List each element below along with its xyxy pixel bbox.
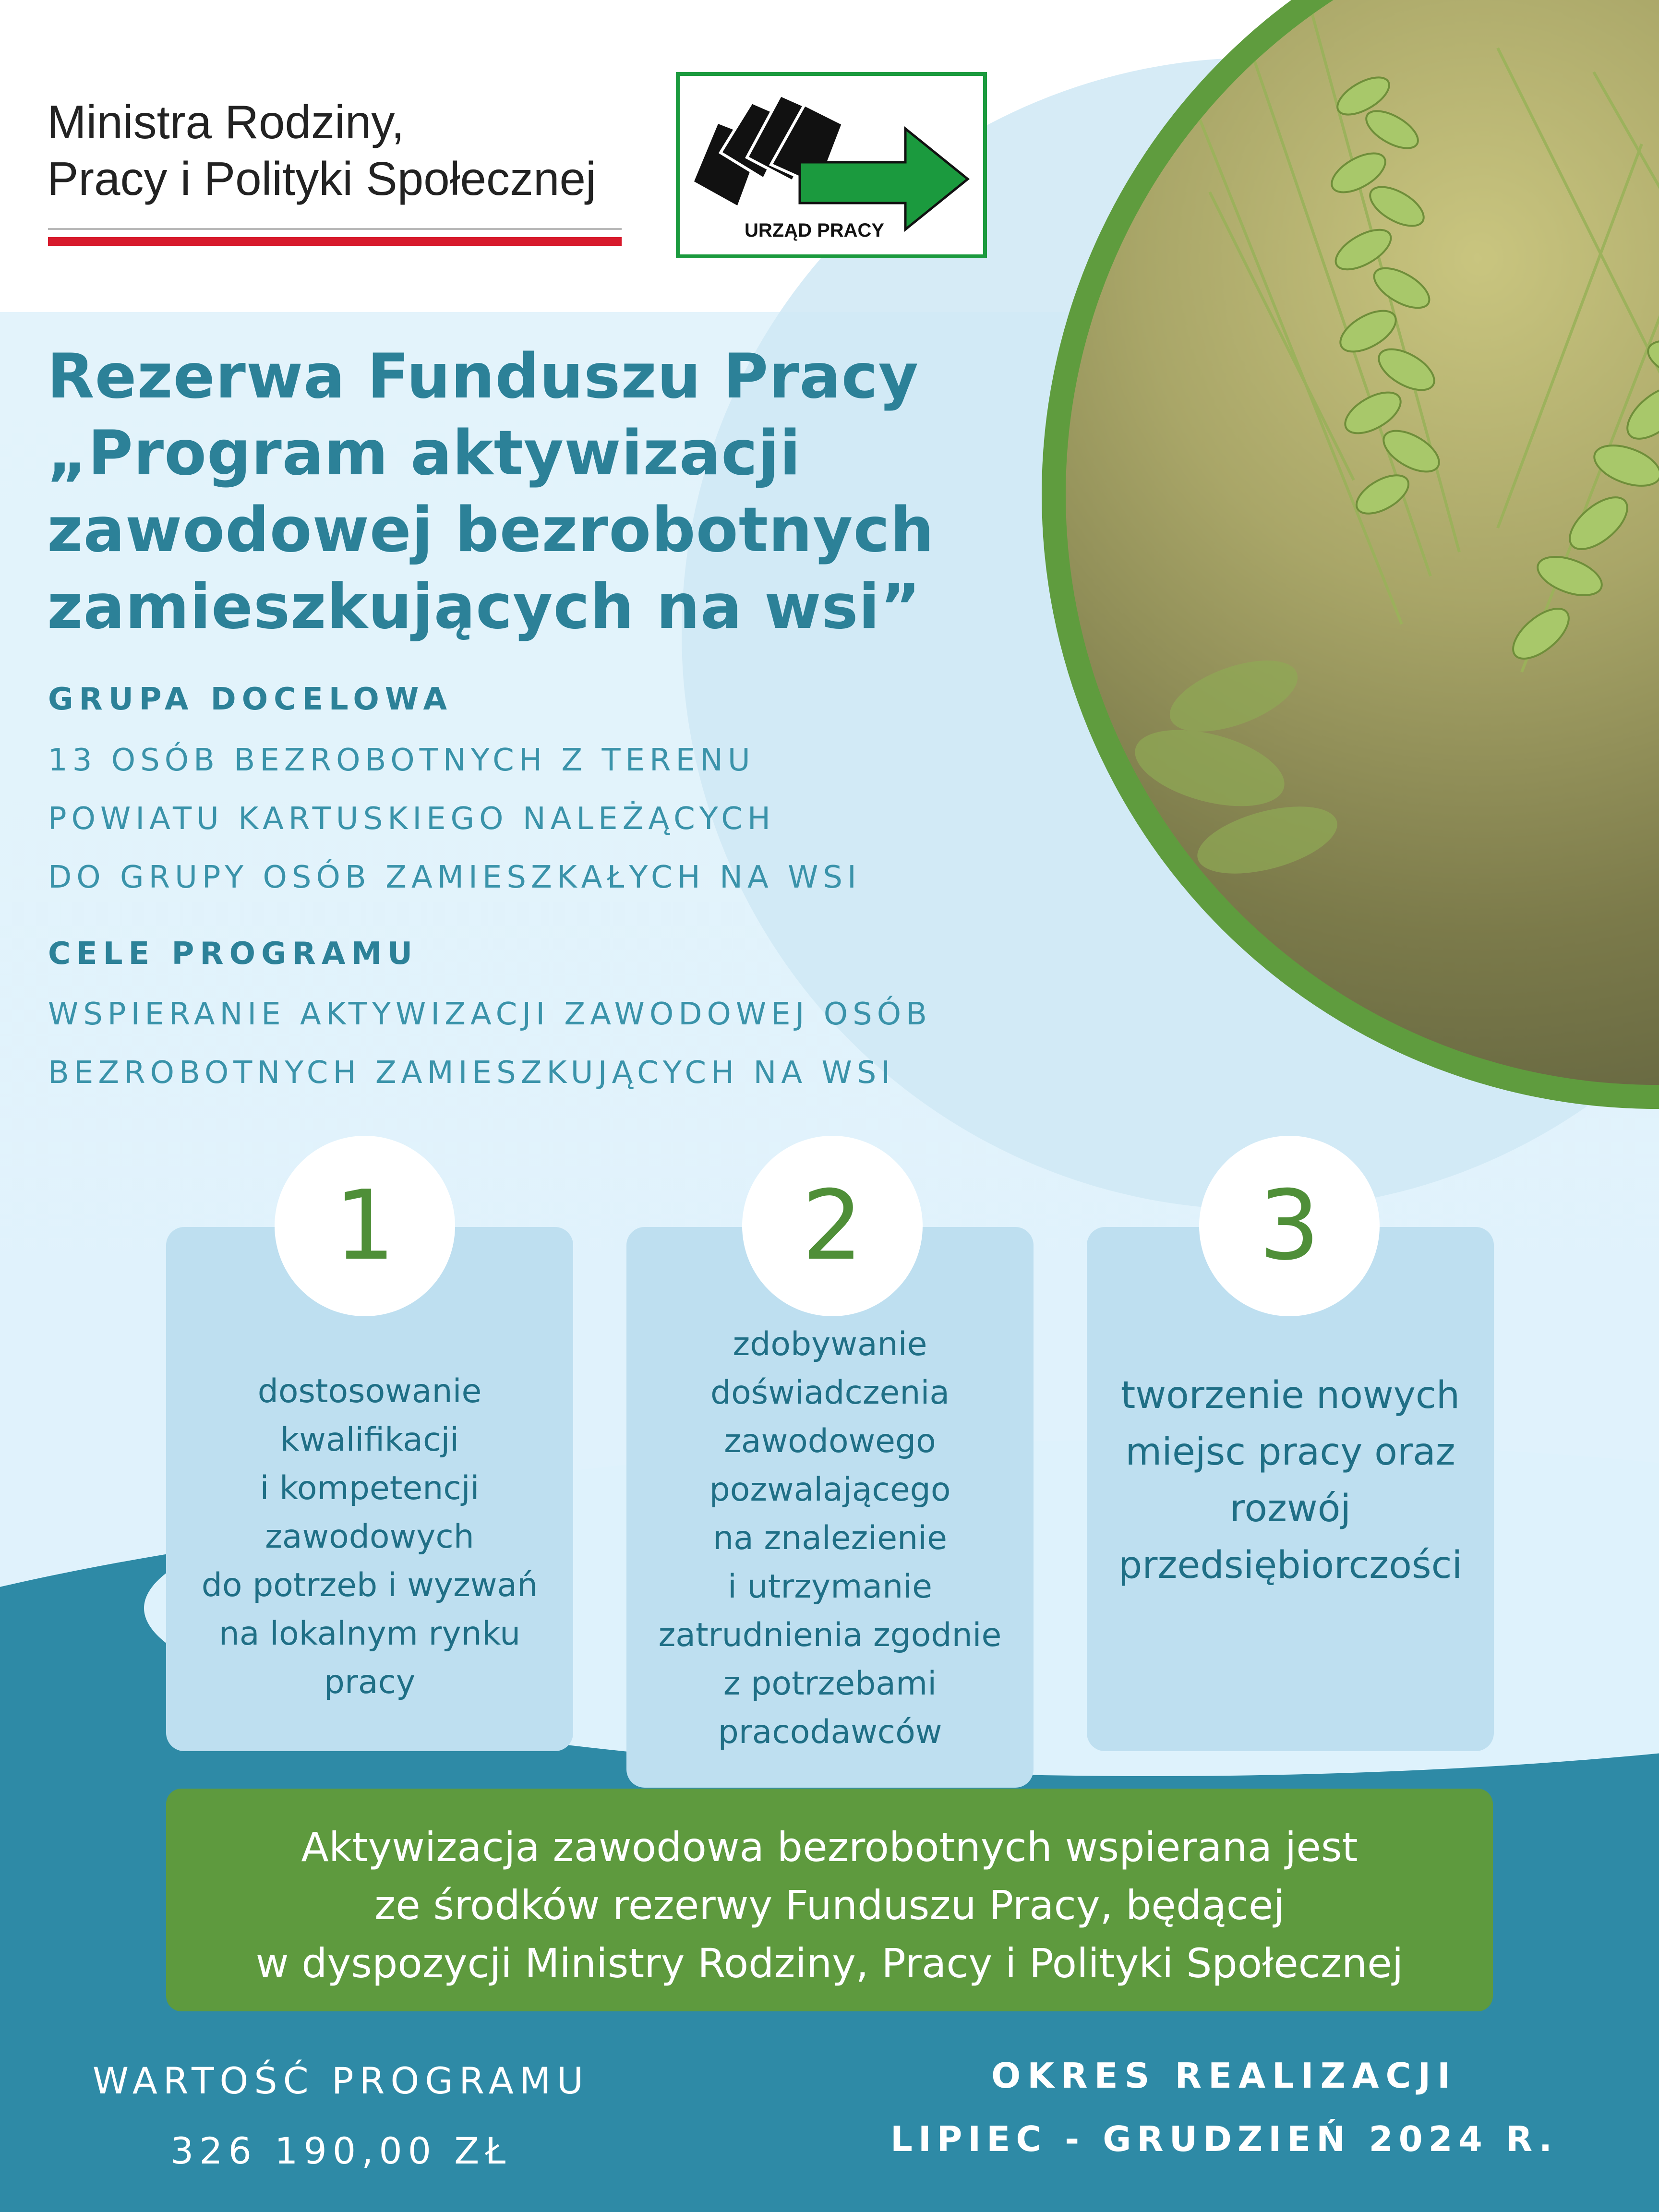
wheat-photo [1066, 0, 1659, 1085]
target-group-line-2: POWIATU KARTUSKIEGO NALEŻĄCYCH [48, 801, 776, 837]
period-value: LIPIEC - GRUDZIEŃ 2024 R. [890, 2119, 1558, 2159]
goal-2-line: i utrzymanie [728, 1568, 932, 1606]
goals-line-1: WSPIERANIE AKTYWIZACJI ZAWODOWEJ OSÓB [48, 997, 932, 1032]
photo-frame [1042, 0, 1659, 1109]
funding-note-text [166, 1818, 1493, 1993]
title-line-4: zamieszkujących na wsi” [47, 571, 921, 643]
office-logo-label: URZĄD PRACY [745, 220, 885, 241]
ministry-grey-rule [48, 228, 622, 230]
program-value-label: WARTOŚĆ PROGRAMU [92, 2059, 589, 2102]
target-group-text [48, 731, 861, 907]
goal-card-3-text [1087, 1367, 1494, 1594]
funding-note-line-2: ze środków rezerwy Funduszu Pracy, będącej [374, 1882, 1285, 1929]
goal-card-2-text [626, 1320, 1034, 1756]
goal-2-line: na znalezienie [713, 1519, 947, 1557]
goal-number-1: 1 [275, 1136, 455, 1316]
goal-1-line: i kompetencji [260, 1469, 480, 1507]
goal-1-line: kwalifikacji [280, 1421, 459, 1459]
goal-1-line: zawodowych [265, 1518, 474, 1556]
goal-number-3: 3 [1199, 1136, 1380, 1316]
urzad-pracy-logo [676, 72, 987, 258]
goals-text [48, 985, 932, 1102]
ministry-name [47, 94, 647, 207]
goal-3-line: tworzenie nowych [1120, 1374, 1460, 1417]
goal-3-line: przedsiębiorczości [1118, 1544, 1463, 1587]
goal-2-line: doświadczenia [710, 1374, 950, 1412]
target-group-line-3: DO GRUPY OSÓB ZAMIESZKAŁYCH NA WSI [48, 860, 861, 895]
goal-2-line: pozwalającego [709, 1471, 951, 1509]
goals-line-2: BEZROBOTNYCH ZAMIESZKUJĄCYCH NA WSI [48, 1055, 895, 1091]
goal-3-line: miejsc pracy oraz [1125, 1431, 1455, 1474]
goal-card-1-text [166, 1367, 573, 1707]
target-group-label: GRUPA DOCELOWA [48, 682, 453, 717]
goals-label: CELE PROGRAMU [48, 936, 419, 972]
goal-3-line: rozwój [1229, 1487, 1351, 1530]
goal-1-line: pracy [324, 1663, 416, 1701]
title-line-1: Rezerwa Funduszu Pracy [47, 341, 919, 412]
program-title [47, 338, 1055, 646]
goal-2-line: z potrzebami [723, 1665, 937, 1703]
ministry-red-rule [48, 237, 622, 246]
target-group-line-1: 13 OSÓB BEZROBOTNYCH Z TERENU [48, 743, 755, 778]
funding-note-line-3: w dyspozycji Ministry Rodziny, Pracy i Polityki Społecznej [255, 1940, 1404, 1987]
goal-2-line: pracodawców [718, 1713, 942, 1751]
program-value-amount: 326 190,00 ZŁ [170, 2129, 512, 2172]
wheat-ears-icon [1066, 0, 1659, 1085]
ministry-line-2: Pracy i Polityki Społecznej [47, 152, 596, 205]
goal-2-line: zawodowego [724, 1422, 936, 1460]
title-line-2: „Program aktywizacji [47, 418, 801, 489]
funding-note-box [166, 1789, 1493, 2011]
period-label: OKRES REALIZACJI [991, 2056, 1457, 2096]
goal-number-2: 2 [742, 1136, 923, 1316]
goal-1-line: dostosowanie [257, 1372, 482, 1410]
title-line-3: zawodowej bezrobotnych [47, 494, 935, 566]
goal-1-line: do potrzeb i wyzwań [201, 1566, 538, 1604]
goal-1-line: na lokalnym rynku [218, 1615, 521, 1653]
funding-note-line-1: Aktywizacja zawodowa bezrobotnych wspierana jest [301, 1824, 1358, 1871]
ministry-line-1: Ministra Rodziny, [47, 96, 405, 148]
goal-2-line: zdobywanie [733, 1325, 927, 1363]
goal-2-line: zatrudnienia zgodnie [658, 1616, 1002, 1654]
